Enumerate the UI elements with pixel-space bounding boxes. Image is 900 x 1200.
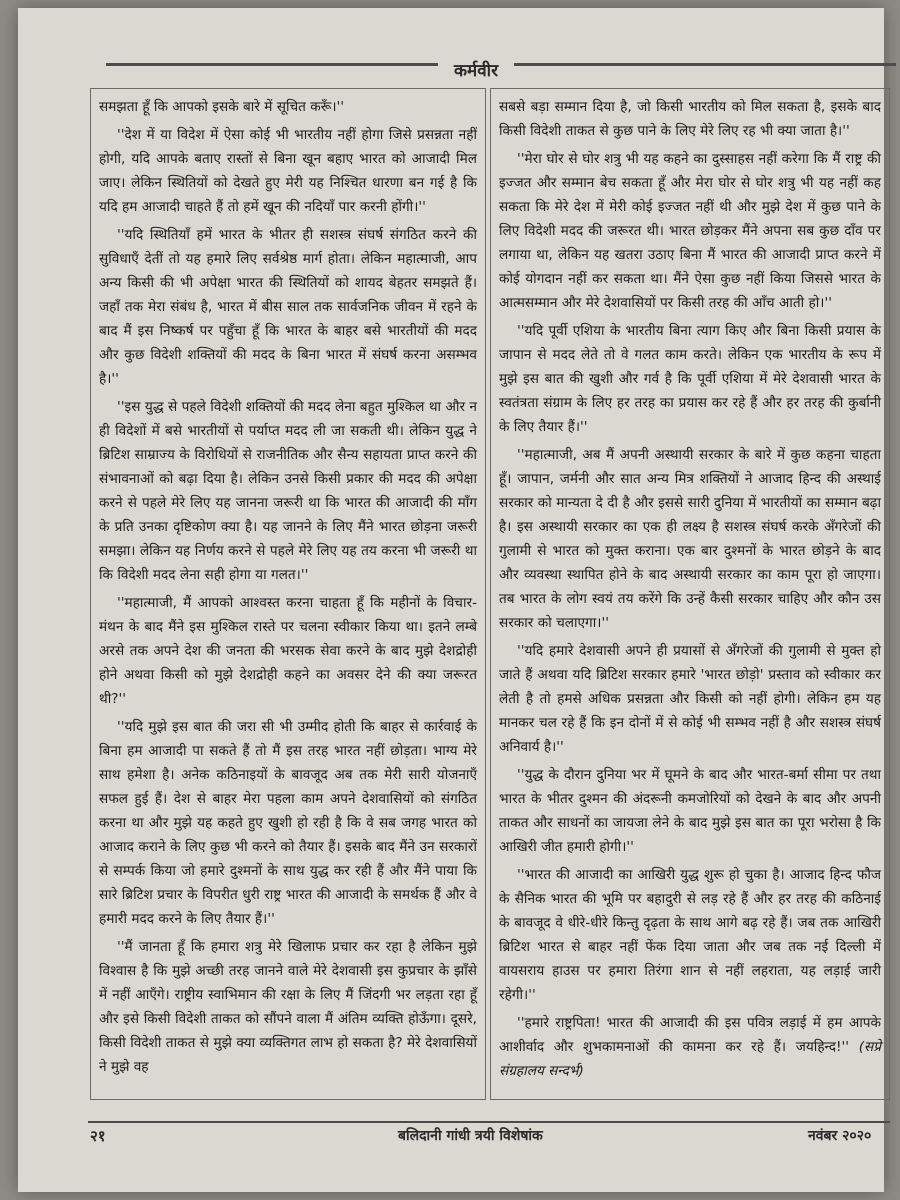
issue-title: बलिदानी गांधी त्रयी विशेषांक [398, 1128, 543, 1144]
paragraph: ''मेरा घोर से घोर शत्रु भी यह कहने का दुस्साहस नहीं करेगा कि मैं राष्ट्र की इज्जत और सम्मान बेच सकता हूँ और मेरा घोर से घोर शत्रु भी यह नहीं कह सकता कि मेरे देश में मेरी कोई इज्जत नहीं थी और मुझे देश में कुछ पाने के लिए विदेशी मदद की जरूरत थी। भारत छोड़कर मैंने अपना सब कुछ दाँव पर लगाया था, लेकिन यह खतरा उठाए बिना मैं भारत की आजादी प्राप्त करने में कोई योगदान नहीं कर सकता था। मैंने ऐसा कुछ नहीं किया जिससे भारत के आत्मसम्मान और मेरे देशवासियों पर किसी तरह की आँच आती हो।'' [499, 151, 881, 311]
paragraph: ''देश में या विदेश में ऐसा कोई भी भारतीय नहीं होगा जिसे प्रसन्नता नहीं होगी, यदि आपके बताए रास्तों से बिना खून बहाए भारत को आजादी मिल जाए। लेकिन स्थितियों को देखते हुए मेरी यह निश्चित धारणा बन गई है कि यदि हम आजादी चाहते हैं तो हमें खून की नदियाँ पार करनी होंगी।'' [99, 127, 477, 215]
issue-date: नवंबर २०२० [808, 1128, 872, 1144]
paragraph: ''महात्माजी, मैं आपको आश्वस्त करना चाहता हूँ कि महीनों के विचार-मंथन के बाद मैंने इस मुश्किल रास्ते पर चलना स्वीकार किया था। इतने लम्बे अरसे तक अपने देश की जनता की भरसक सेवा करने के बाद मुझे देशद्रोही होने अथवा किसी को मुझे देशद्रोही कहने का अवसर देने की क्या जरूरत थी?'' [99, 595, 477, 707]
paragraph: ''यदि पूर्वी एशिया के भारतीय बिना त्याग किए और बिना किसी प्रयास के जापान से मदद लेते तो वे गलत काम करते। लेकिन एक भारतीय के रूप में मुझे इस बात की खुशी और गर्व है कि पूर्वी एशिया में मेरे देशवासी भारत के स्वतंत्रता संग्राम के लिए हर तरह का प्रयास कर रहे हैं और हर तरह की कुर्बानी के लिए तैयार हैं।'' [499, 323, 881, 435]
page-number: २१ [90, 1127, 106, 1145]
paragraph: समझता हूँ कि आपको इसके बारे में सूचित करूँ।'' [99, 99, 345, 115]
right-column [490, 88, 890, 1100]
paragraph: ''यदि स्थितियाँ हमें भारत के भीतर ही सशस्त्र संघर्ष संगठित करने की सुविधाएँ देतीं तो यह हमारे लिए सर्वश्रेष्ठ मार्ग होता। लेकिन महात्माजी, आप अन्य किसी की भी अपेक्षा भारत की स्थितियों को शायद बेहतर समझते हैं। जहाँ तक मेरा संबंध है, भारत में बीस साल तक सार्वजनिक जीवन में रहने के बाद मैं इस निष्कर्ष पर पहुँचा हूँ कि भारत के बाहर बसे भारतीयों की मदद और कुछ विदेशी शक्तियों की मदद के बिना भारत में संघर्ष करना असम्भव है।'' [99, 227, 477, 387]
closing-paragraph [499, 1011, 881, 1083]
paragraph: ''महात्माजी, अब मैं अपनी अस्थायी सरकार के बारे में कुछ कहना चाहता हूँ। जापान, जर्मनी और सात अन्य मित्र शक्तियों ने आजाद हिन्द की अस्थाई सरकार को मान्यता दे दी है और इससे सारी दुनिया में भारतीयों का सम्मान बढ़ा है। इस अस्थायी सरकार का एक ही लक्ष्य है सशस्त्र संघर्ष करके अँगरेजों की गुलामी से भारत को मुक्त कराना। एक बार दुश्मनों के भारत छोड़ने के बाद और व्यवस्था स्थापित होने के बाद अस्थायी सरकार का काम पूरा हो जाएगा। तब भारत के लोग स्वयं तय करेंगे कि उन्हें कैसी सरकार चाहिए और कौन उस सरकार को चलाएगा।'' [499, 447, 881, 631]
paragraph: ''यदि हमारे देशवासी अपने ही प्रयासों से अँगरेजों की गुलामी से मुक्त हो जाते हैं अथवा यदि ब्रिटिश सरकार हमारे 'भारत छोड़ो' प्रस्ताव को स्वीकार कर लेती है तो हमसे अधिक प्रसन्नता और किसी को नहीं होगी। लेकिन हम यह मानकर चल रहे हैं कि इन दोनों में से कोई भी सम्भव नहीं है और सशस्त्र संघर्ष अनिवार्य है।'' [499, 643, 881, 755]
source-note: (सप्रे संग्रहालय सन्दर्भ) [499, 1039, 881, 1079]
left-column [90, 88, 486, 1100]
closing-text: ''हमारे राष्ट्रपिता! भारत की आजादी की इस पवित्र लड़ाई में हम आपके आशीर्वाद और शुभकामनाओं की कामना कर रहे हैं। जयहिन्द!'' [499, 1015, 881, 1055]
footer-rule [88, 1121, 890, 1123]
paragraph: ''इस युद्ध से पहले विदेशी शक्तियों की मदद लेना बहुत मुश्किल था और न ही विदेशों में बसे भारतीयों से पर्याप्त मदद ली जा सकती थी। लेकिन युद्ध ने ब्रिटिश साम्राज्य के विरोधियों से राजनीतिक और सैन्य सहायता प्राप्त करने की संभावनाओं को बढ़ा दिया है। लेकिन उनसे किसी प्रकार की मदद की अपेक्षा करने से पहले मेरे लिए यह जानना जरूरी था कि भारत की आजादी की माँग के प्रति उनका दृष्टिकोण क्या है। यह जानने के लिए मैंने भारत छोड़ना जरूरी समझा। लेकिन यह निर्णय करने से पहले मेरे लिए यह तय करना भी जरूरी था कि विदेशी मदद लेना सही होगा या गलत।'' [99, 399, 477, 583]
paragraph: ''युद्ध के दौरान दुनिया भर में घूमने के बाद और भारत-बर्मा सीमा पर तथा भारत के भीतर दुश्मन की अंदरूनी कमजोरियों को देखने के बाद और अपनी ताकत और साधनों का जायजा लेने के बाद मुझे इस बात का पूरा भरोसा है कि आखिरी जीत हमारी होगी।'' [499, 767, 881, 855]
paragraph: ''यदि मुझे इस बात की जरा सी भी उम्मीद होती कि बाहर से कार्रवाई के बिना हम आजादी पा सकते हैं तो मैं इस तरह भारत नहीं छोड़ता। भाग्य मेरे साथ हमेशा है। अनेक कठिनाइयों के बावजूद अब तक मेरी सारी योजनाएँ सफल हुई हैं। देश से बाहर मेरा पहला काम अपने देशवासियों को संगठित करना था और मुझे यह कहते हुए खुशी हो रही है कि वे सब जगह भारत को आजाद कराने के लिए कुछ भी करने को तैयार हैं। इसके बाद मैंने उन सरकारों से सम्पर्क किया जो हमारे दुश्मनों के साथ युद्ध कर रही हैं और मैंने पाया कि सारे ब्रिटिश प्रचार के विपरीत धुरी राष्ट्र भारत की आजादी के समर्थक हैं और वे हमारी मदद करने के लिए तैयार हैं।'' [99, 719, 477, 927]
paragraph: ''भारत की आजादी का आखिरी युद्ध शुरू हो चुका है। आजाद हिन्द फौज के सैनिक भारत की भूमि पर बहादुरी से लड़ रहे हैं और हर तरह की कठिनाई के बावजूद वे धीरे-धीरे किन्तु दृढ़ता के साथ आगे बढ़ रहे हैं। जब तक आखिरी ब्रिटिश भारत से बाहर नहीं फेंक दिया जाता और जब तक नई दिल्ली में वायसराय हाउस पर हमारा तिरंगा शान से नहीं लहराता, यह लड़ाई जारी रहेगी।'' [499, 867, 881, 1003]
magazine-page [18, 8, 884, 1192]
magazine-title: कर्मवीर [438, 60, 514, 82]
paragraph: ''मैं जानता हूँ कि हमारा शत्रु मेरे खिलाफ प्रचार कर रहा है लेकिन मुझे विश्वास है कि मुझे अच्छी तरह जानने वाले मेरे देशवासी इस कुप्रचार के झाँसे में नहीं आएँगे। राष्ट्रीय स्वाभिमान की रक्षा के लिए मैं जिंदगी भर लड़ता रहा हूँ और इसे किसी विदेशी ताकत को सौंपने वाला मैं अंतिम व्यक्ति होऊँगा। दूसरे, किसी विदेशी ताकत से मुझे क्या व्यक्तिगत लाभ हो सकता है? मेरे देशवासियों ने मुझे वह [99, 939, 477, 1075]
paragraph: सबसे बड़ा सम्मान दिया है, जो किसी भारतीय को मिल सकता है, इसके बाद किसी विदेशी ताकत से कुछ पाने के लिए मेरे लिए रह भी क्या जाता है।'' [499, 99, 881, 139]
